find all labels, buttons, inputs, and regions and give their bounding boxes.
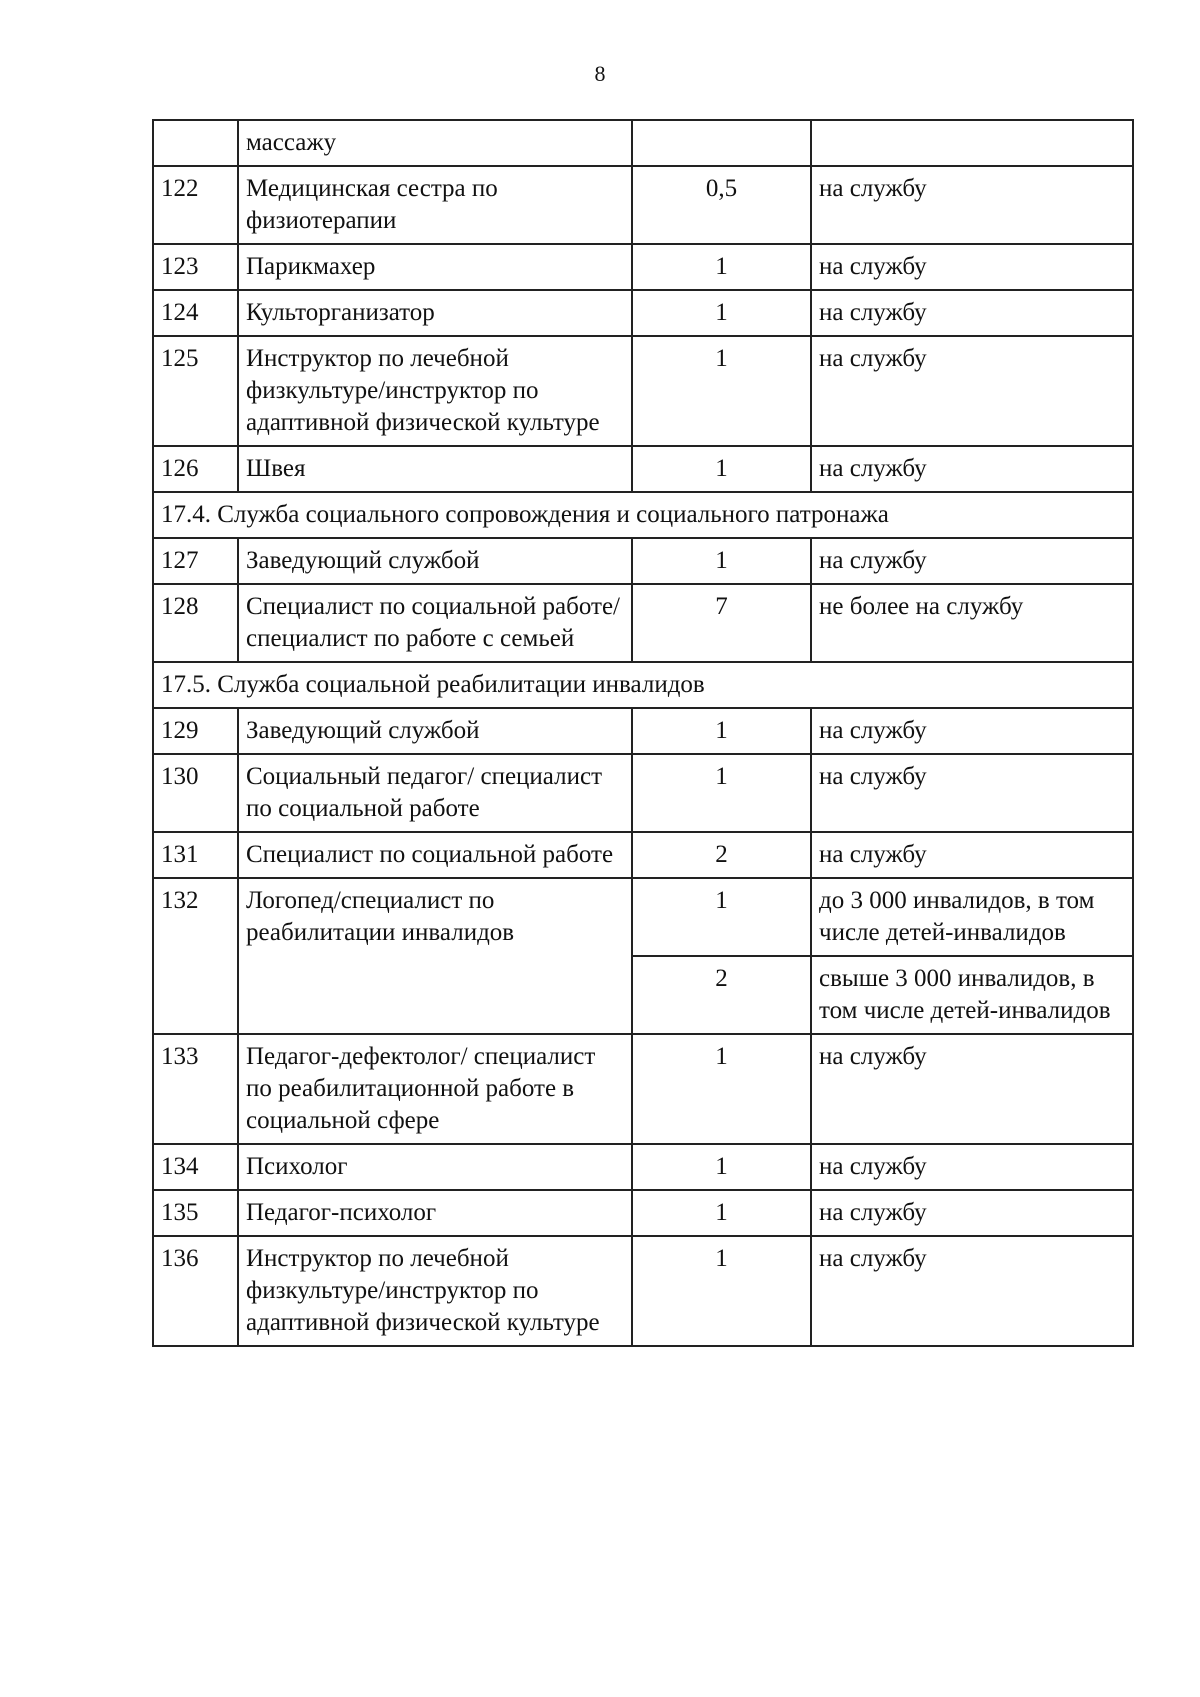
norm-cell: на службу (811, 290, 1133, 336)
section-row (153, 492, 1133, 538)
section-row (153, 662, 1133, 708)
section-title: 17.5. Служба социальной реабилитации инвалидов (153, 662, 1133, 708)
position-name-cell: Заведующий службой (238, 538, 632, 584)
row-number-cell: 132 (153, 878, 238, 1034)
norm-cell: на службу (811, 336, 1133, 446)
quantity-cell: 1 (632, 878, 811, 956)
section-title: 17.4. Служба социального сопровождения и социального патронажа (153, 492, 1133, 538)
position-name-cell: Инструктор по лечебной физкультуре/инструктор по адаптивной физической культуре (238, 1236, 632, 1346)
table-row (153, 120, 1133, 166)
quantity-cell: 7 (632, 584, 811, 662)
norm-cell: на службу (811, 538, 1133, 584)
row-number-cell: 136 (153, 1236, 238, 1346)
quantity-cell: 1 (632, 754, 811, 832)
norm-cell: на службу (811, 832, 1133, 878)
row-number-cell: 126 (153, 446, 238, 492)
quantity-cell: 1 (632, 290, 811, 336)
table-row (153, 584, 1133, 662)
table-row (153, 1236, 1133, 1346)
position-name-cell: Специалист по социальной работе (238, 832, 632, 878)
staffing-table (152, 119, 1134, 1347)
position-name-cell: массажу (238, 120, 632, 166)
row-number-cell: 122 (153, 166, 238, 244)
norm-cell: на службу (811, 1236, 1133, 1346)
row-number-cell: 127 (153, 538, 238, 584)
quantity-cell: 1 (632, 1034, 811, 1144)
row-number-cell: 133 (153, 1034, 238, 1144)
staffing-table-body (153, 120, 1133, 1346)
quantity-cell: 1 (632, 1236, 811, 1346)
page-number: 8 (594, 61, 606, 86)
row-number-cell: 135 (153, 1190, 238, 1236)
table-row (153, 166, 1133, 244)
quantity-cell: 1 (632, 1190, 811, 1236)
position-name-cell: Логопед/специалист по реабилитации инвалидов (238, 878, 632, 1034)
quantity-cell: 1 (632, 1144, 811, 1190)
position-name-cell: Заведующий службой (238, 708, 632, 754)
quantity-cell (632, 120, 811, 166)
position-name-cell: Швея (238, 446, 632, 492)
norm-cell: на службу (811, 446, 1133, 492)
table-row (153, 290, 1133, 336)
norm-cell: до 3 000 инвалидов, в том числе детей-инвалидов (811, 878, 1133, 956)
position-name-cell: Педагог-дефектолог/ специалист по реабилитационной работе в социальной сфере (238, 1034, 632, 1144)
norm-cell: свыше 3 000 инвалидов, в том числе детей-инвалидов (811, 956, 1133, 1034)
norm-cell: на службу (811, 244, 1133, 290)
table-row (153, 538, 1133, 584)
position-name-cell: Медицинская сестра по физиотерапии (238, 166, 632, 244)
row-number-cell: 125 (153, 336, 238, 446)
row-number-cell: 124 (153, 290, 238, 336)
quantity-cell: 2 (632, 832, 811, 878)
table-row (153, 244, 1133, 290)
position-name-cell: Парикмахер (238, 244, 632, 290)
norm-cell: на службу (811, 708, 1133, 754)
quantity-cell: 2 (632, 956, 811, 1034)
row-number-cell: 134 (153, 1144, 238, 1190)
position-name-cell: Специалист по социальной работе/специалист по работе с семьей (238, 584, 632, 662)
quantity-cell: 1 (632, 708, 811, 754)
table-row (153, 1034, 1133, 1144)
norm-cell: на службу (811, 754, 1133, 832)
quantity-cell: 1 (632, 538, 811, 584)
table-row (153, 336, 1133, 446)
row-number-cell: 129 (153, 708, 238, 754)
row-number-cell: 130 (153, 754, 238, 832)
quantity-cell: 1 (632, 446, 811, 492)
norm-cell: на службу (811, 1190, 1133, 1236)
row-number-cell: 131 (153, 832, 238, 878)
position-name-cell: Педагог-психолог (238, 1190, 632, 1236)
table-row (153, 446, 1133, 492)
position-name-cell: Психолог (238, 1144, 632, 1190)
norm-cell: на службу (811, 1034, 1133, 1144)
norm-cell: на службу (811, 166, 1133, 244)
row-number-cell: 128 (153, 584, 238, 662)
quantity-cell: 1 (632, 336, 811, 446)
table-row (153, 1190, 1133, 1236)
norm-cell: не более на службу (811, 584, 1133, 662)
table-row (153, 708, 1133, 754)
table-row (153, 832, 1133, 878)
row-number-cell: 123 (153, 244, 238, 290)
quantity-cell: 1 (632, 244, 811, 290)
table-row (153, 878, 1133, 956)
position-name-cell: Инструктор по лечебной физкультуре/инструктор по адаптивной физической культуре (238, 336, 632, 446)
norm-cell (811, 120, 1133, 166)
norm-cell: на службу (811, 1144, 1133, 1190)
table-row (153, 754, 1133, 832)
position-name-cell: Культорганизатор (238, 290, 632, 336)
position-name-cell: Социальный педагог/ специалист по социальной работе (238, 754, 632, 832)
row-number-cell (153, 120, 238, 166)
table-row (153, 1144, 1133, 1190)
quantity-cell: 0,5 (632, 166, 811, 244)
